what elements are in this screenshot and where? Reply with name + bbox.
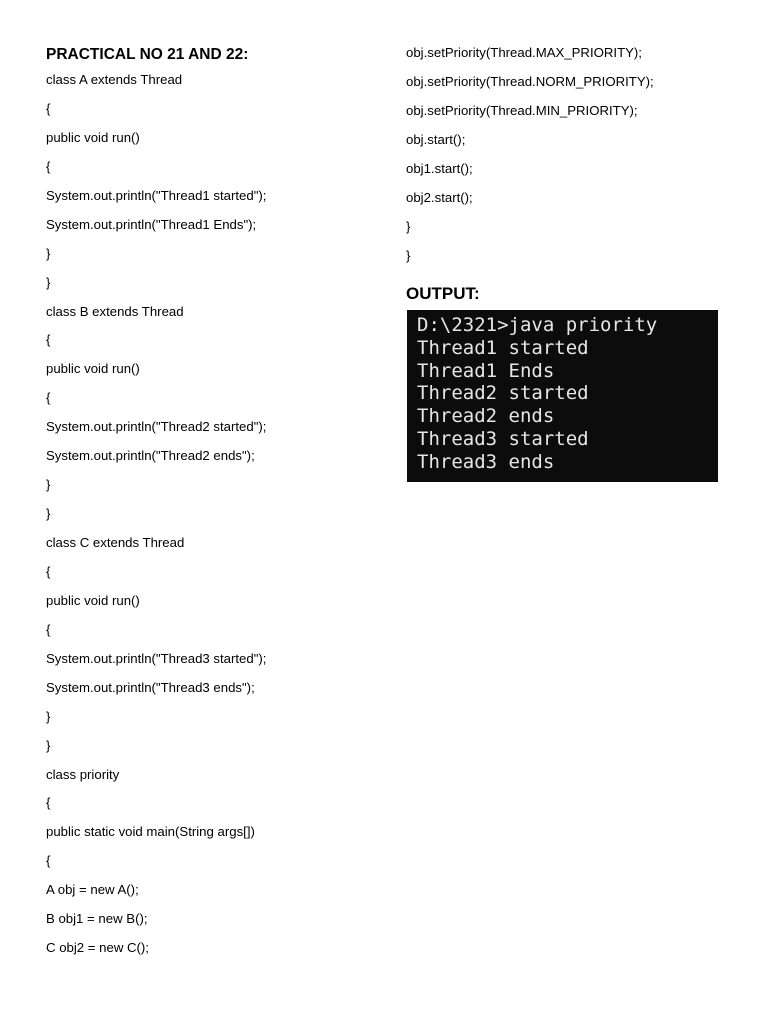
- code-line: System.out.println("Thread2 started");: [46, 419, 267, 435]
- console-output-screenshot: [407, 310, 718, 482]
- code-line: System.out.println("Thread3 started");: [46, 650, 267, 666]
- code-line: obj.setPriority(Thread.MIN_PRIORITY);: [406, 102, 638, 118]
- code-line: {: [46, 390, 51, 406]
- code-line: System.out.println("Thread1 Ends");: [46, 216, 257, 232]
- code-line: public void run(): [46, 592, 140, 608]
- code-line: obj.setPriority(Thread.NORM_PRIORITY);: [406, 73, 654, 89]
- code-line: class priority: [46, 766, 120, 782]
- code-line: {: [46, 795, 51, 811]
- code-line: {: [46, 621, 51, 637]
- left-code-column: [46, 44, 376, 967]
- practical-title: PRACTICAL NO 21 AND 22:: [46, 46, 249, 63]
- code-line: {: [46, 100, 51, 116]
- code-line: }: [46, 708, 51, 724]
- code-line: public void run(): [46, 129, 140, 145]
- console-line: D:\2321>java priority: [417, 314, 658, 336]
- console-line: Thread2 ends: [417, 405, 555, 428]
- code-line: obj.setPriority(Thread.MAX_PRIORITY);: [406, 45, 642, 60]
- code-line: }: [46, 737, 51, 753]
- code-line: {: [46, 332, 51, 348]
- code-line: obj1.start();: [406, 160, 473, 176]
- code-line: }: [46, 477, 51, 493]
- code-line: {: [46, 158, 51, 174]
- code-line: C obj2 = new C();: [46, 940, 149, 956]
- code-line: public static void main(String args[]): [46, 824, 255, 840]
- console-line: Thread3 started: [417, 427, 589, 450]
- code-line: B obj1 = new B();: [46, 911, 148, 927]
- code-line: obj2.start();: [406, 189, 473, 205]
- code-line: System.out.println("Thread2 ends");: [46, 448, 255, 464]
- code-line: }: [46, 245, 51, 261]
- code-line: obj.start();: [406, 131, 466, 147]
- code-line: {: [46, 563, 51, 579]
- code-line: System.out.println("Thread3 ends");: [46, 679, 255, 695]
- code-line: }: [406, 218, 411, 234]
- output-heading: OUTPUT:: [406, 283, 480, 303]
- console-line: Thread1 Ends: [417, 359, 555, 382]
- code-line: public void run(): [46, 361, 140, 377]
- code-line: {: [46, 853, 51, 869]
- code-line: A obj = new A();: [46, 882, 139, 898]
- code-line: }: [406, 247, 411, 263]
- code-line: class A extends Thread: [46, 72, 183, 87]
- code-line: System.out.println("Thread1 started");: [46, 187, 267, 203]
- code-line: }: [46, 506, 51, 522]
- code-line: class C extends Thread: [46, 535, 185, 550]
- code-line: class B extends Thread: [46, 303, 184, 319]
- console-line: Thread3 ends: [417, 450, 555, 473]
- right-code-column: [406, 43, 746, 309]
- code-line: }: [46, 274, 51, 290]
- console-line: Thread2 started: [417, 382, 589, 405]
- console-line: Thread1 started: [417, 336, 589, 359]
